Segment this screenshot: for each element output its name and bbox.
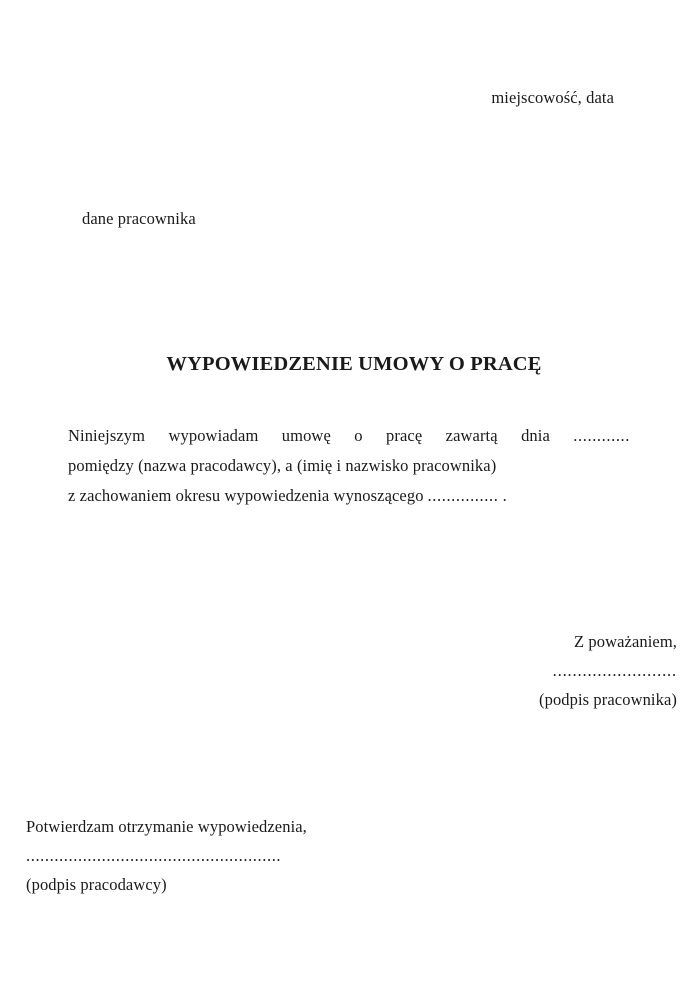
body-line-1-word-4: o (354, 426, 363, 445)
page-title: WYPOWIEDZENIE UMOWY O PRACĘ (166, 352, 542, 375)
body-line-1-word-3: umowę (281, 426, 331, 445)
employee-signature-blank: ......................... (552, 661, 677, 680)
contract-date-blank: ............ (573, 426, 630, 445)
body-line-1-word-6: zawartą (445, 426, 498, 445)
employee-signature-caption: (podpis pracownika) (539, 690, 677, 709)
body-line-1-word-5: pracę (386, 426, 423, 445)
notice-period-blank: ............... (427, 486, 499, 505)
body-line-1 (68, 421, 630, 451)
acknowledgement-block (26, 812, 307, 899)
body-line-3-text: z zachowaniem okresu wypowiedzenia wynoszącego (68, 486, 424, 505)
closing-salutation: Z poważaniem, (573, 632, 677, 651)
body-line-2 (68, 451, 630, 481)
closing-block (0, 627, 677, 714)
body-line-3-period: . (502, 486, 507, 505)
acknowledgement-text: Potwierdzam otrzymanie wypowiedzenia, (26, 817, 307, 836)
body-line-3 (68, 481, 630, 511)
body-line-1-word-1: Niniejszym (68, 426, 146, 445)
document-body (68, 421, 630, 511)
body-line-1-word-7: dnia (521, 426, 550, 445)
place-and-date-field: miejscowość, data (491, 88, 614, 107)
employer-signature-blank: ...................................................... (26, 846, 282, 865)
employer-signature-caption: (podpis pracodawcy) (26, 875, 167, 894)
body-line-1-word-2: wypowiadam (168, 426, 259, 445)
body-line-2-text: pomiędzy (nazwa pracodawcy), a (imię i nazwisko pracownika) (68, 456, 497, 475)
employee-data-field: dane pracownika (82, 209, 196, 228)
